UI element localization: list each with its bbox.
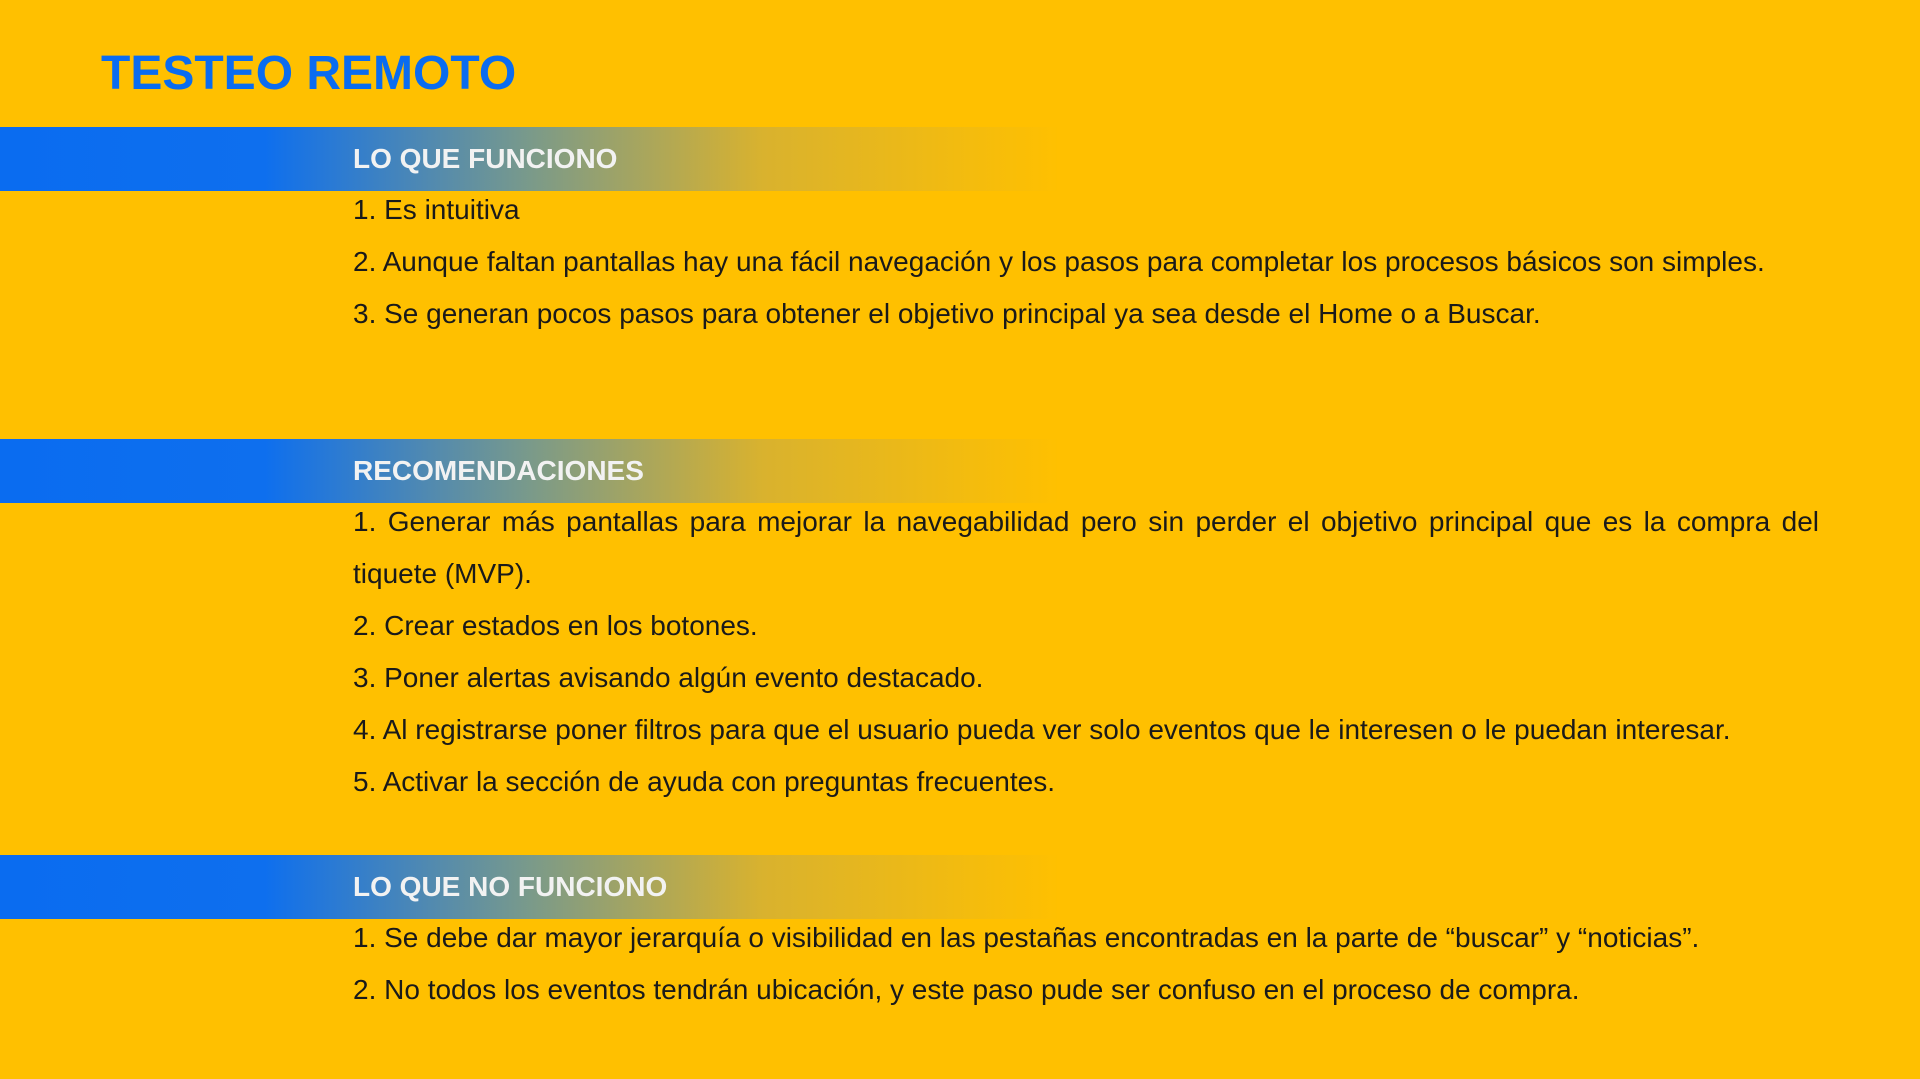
list-item: 3. Se generan pocos pasos para obtener el objetivo principal ya sea desde el Home o a Buscar. bbox=[353, 298, 1541, 329]
list-item: 1. Es intuitiva bbox=[353, 194, 520, 225]
page-title: TESTEO REMOTO bbox=[101, 47, 517, 100]
list-item: 1. Se debe dar mayor jerarquía o visibilidad en las pestañas encontradas en la parte de “buscar” y “noticias”. bbox=[353, 922, 1700, 953]
section-heading: RECOMENDACIONES bbox=[353, 455, 644, 486]
list-lo-que-no-funciono bbox=[353, 912, 1819, 1016]
section-header-lo-que-funciono bbox=[0, 127, 1060, 191]
list-item: 2. No todos los eventos tendrán ubicación, y este paso pude ser confuso en el proceso de compra. bbox=[353, 974, 1580, 1005]
list-recomendaciones bbox=[353, 496, 1819, 808]
section-header-lo-que-no-funciono bbox=[0, 855, 1060, 919]
list-item: 2. Crear estados en los botones. bbox=[353, 610, 758, 641]
section-heading: LO QUE NO FUNCIONO bbox=[353, 871, 668, 902]
list-item: 2. Aunque faltan pantallas hay una fácil navegación y los pasos para completar los procesos básicos son simples. bbox=[353, 246, 1765, 277]
list-item: 3. Poner alertas avisando algún evento destacado. bbox=[353, 662, 984, 693]
list-lo-que-funciono bbox=[353, 184, 1819, 340]
list-item: 1. Generar más pantallas para mejorar la navegabilidad pero sin perder el objetivo principal que es la compra del tiquete (MVP). bbox=[353, 506, 1819, 589]
section-heading: LO QUE FUNCIONO bbox=[353, 143, 618, 174]
list-item: 4. Al registrarse poner filtros para que el usuario pueda ver solo eventos que le interesen o le puedan interesar. bbox=[353, 714, 1731, 745]
section-header-recomendaciones bbox=[0, 439, 1060, 503]
list-item: 5. Activar la sección de ayuda con preguntas frecuentes. bbox=[353, 766, 1055, 797]
